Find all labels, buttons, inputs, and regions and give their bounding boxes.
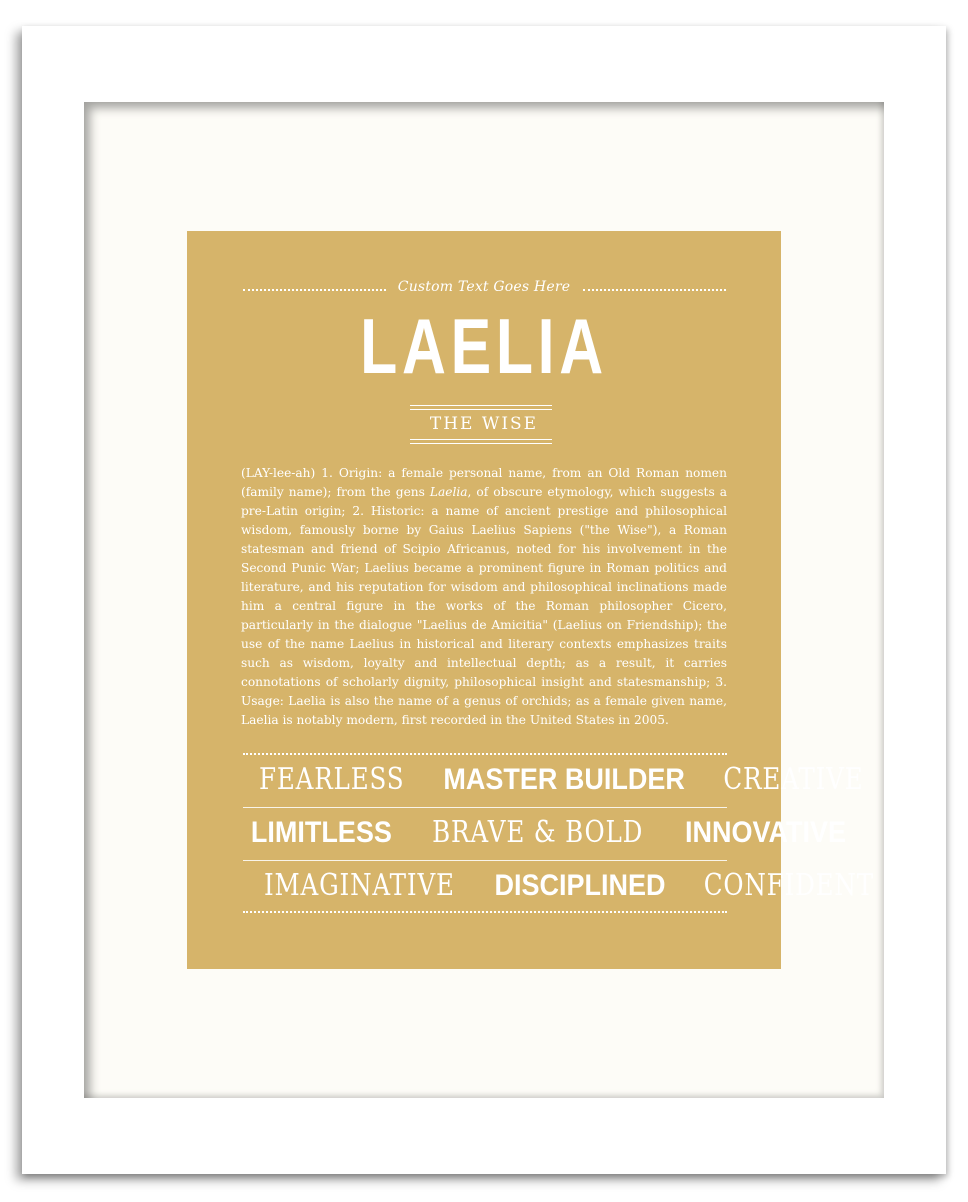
name-definition: (LAY-lee-ah) 1. Origin: a female personal name, from an Old Roman nomen (family name); from the gens Laelia, of obscure etymology, which suggests a pre-Latin origin; 2. Historic: a name of ancient prestige and philosophical wisdom, famously borne by Gaius Laelius Sapiens ("the Wise"), a Roman statesman and friend of Scipio Africanus, noted for his involvement in the Second Punic War; Laelius became a prominent figure in Roman politics and literature, and his reputation for wisdom and philosophical inclinations made him a central figure in the works of the Roman philosopher Cicero, particularly in the dialogue "Laelius de Amicitia" (Laelius on Friendship); the use of the name Laelius in historical and literary contexts emphasizes traits such as wisdom, loyalty and intellectual depth; as a result, it carries connotations of scholarly dignity, philosophical insight and statesmanship; 3. Usage: Laelia is also the name of a genus of orchids; as a female given name, Laelia is notably modern, first recorded in the United States in 2005. [241, 466, 727, 727]
custom-text: Custom Text Goes Here [397, 279, 571, 295]
name-title: LAELIA [360, 302, 608, 390]
traits-row-1 [243, 762, 864, 797]
name-subtitle: THE WISE [429, 414, 539, 434]
subtitle-top-line [410, 405, 552, 406]
trait: CREATIVE [723, 762, 864, 797]
trait: CONFIDENT [703, 868, 874, 903]
subtitle-top-line-2 [410, 409, 552, 410]
trait: DISCIPLINED [494, 869, 666, 902]
definition-italic-name: Laelia [429, 485, 468, 499]
subtitle-bottom-line-2 [410, 443, 552, 444]
traits-row-3 [243, 868, 874, 903]
traits-rule-1 [243, 807, 727, 808]
subtitle-bottom-line [410, 439, 552, 440]
trait: BRAVE & BOLD [432, 815, 644, 850]
traits-top-dotted-divider [243, 753, 727, 755]
trait: LIMITLESS [250, 816, 392, 849]
name-print [187, 231, 874, 969]
traits-rule-2 [243, 860, 727, 861]
trait: MASTER BUILDER [443, 763, 685, 796]
trait: INNOVATIVE [685, 816, 847, 849]
trait: IMAGINATIVE [263, 868, 455, 903]
traits-bottom-dotted-divider [243, 911, 727, 913]
trait: FEARLESS [258, 762, 405, 797]
traits-row-2 [243, 815, 847, 850]
